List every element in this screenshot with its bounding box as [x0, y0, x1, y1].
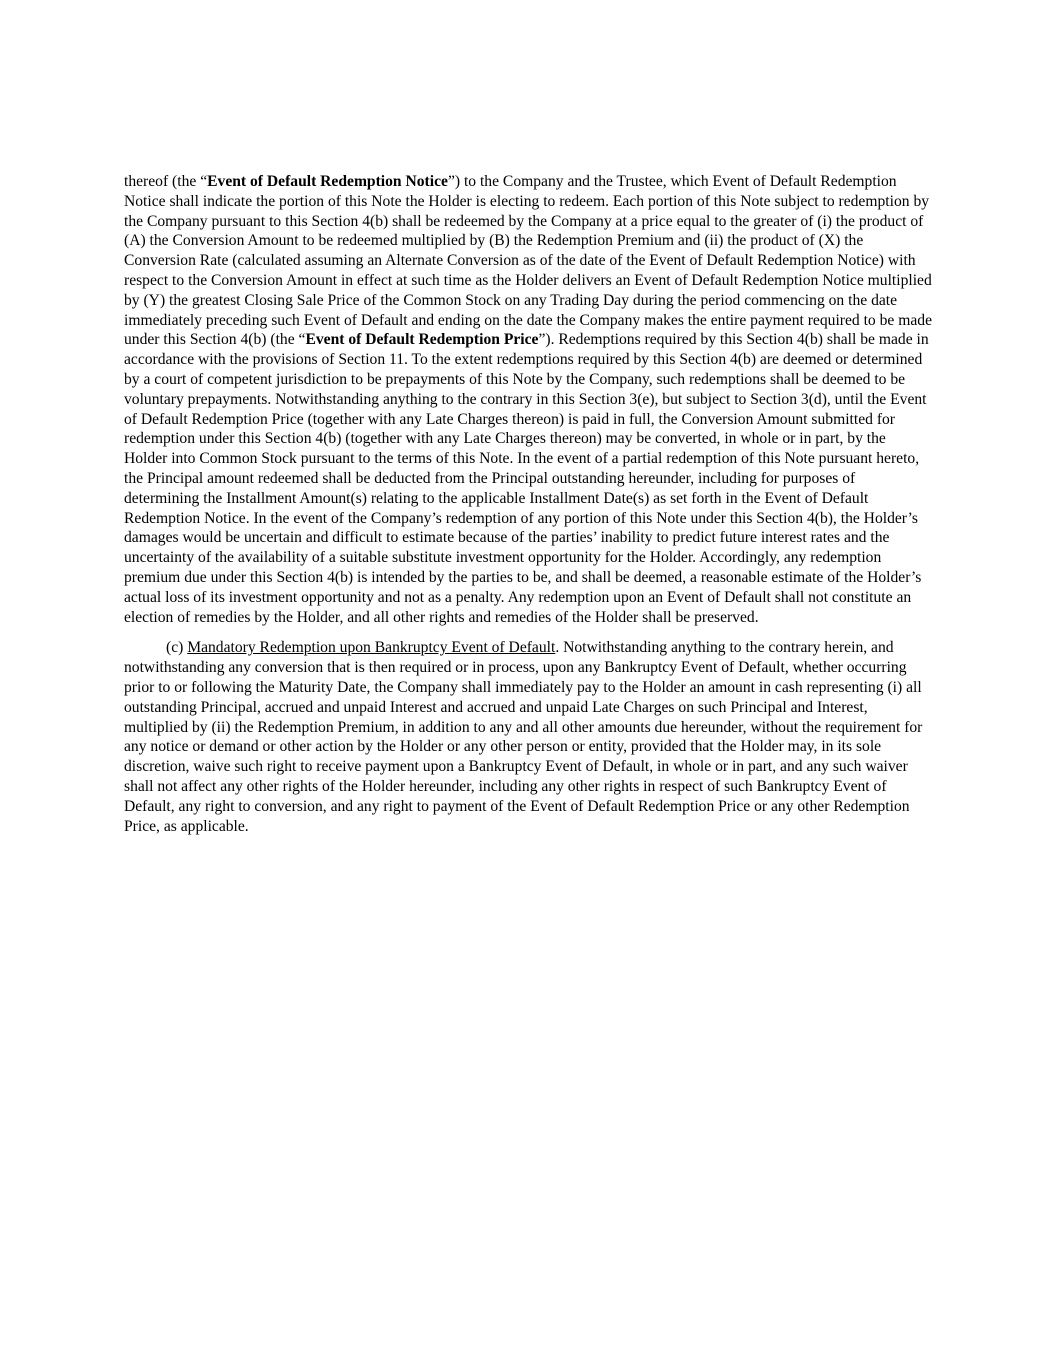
paragraph-text: thereof (the “ [124, 173, 208, 190]
section-heading: Mandatory Redemption upon Bankruptcy Event of Default [187, 639, 556, 657]
paragraph-event-of-default-redemption [124, 172, 932, 627]
paragraph-text: ”). Redemptions required by this Section 4(b) shall be made in accordance with the provisions of Section 11. To the extent redemptions required by this Section 4(b) are deemed or determined by a court of competent jurisdiction to be prepayments of this Note by the Company, such redemptions shall be deemed to be voluntary prepayments. Notwithstanding anything to the contrary in this Section 3(e), but subject to Section 3(d), until the Event of Default Redemption Price (together with any Late Charges thereon) is paid in full, the Conversion Amount submitted for redemption under this Section 4(b) (together with any Late Charges thereon) may be converted, in whole or in part, by the Holder into Common Stock pursuant to the terms of this Note. In the event of a partial redemption of this Note pursuant hereto, the Principal amount redeemed shall be deducted from the Principal outstanding hereunder, including for purposes of determining the Installment Amount(s) relating to the applicable Installment Date(s) as set forth in the Event of Default Redemption Notice. In the event of the Company’s redemption of any portion of this Note under this Section 4(b), the Holder’s damages would be uncertain and difficult to estimate because of the parties’ inability to predict future interest rates and the uncertainty of the availability of a suitable substitute investment opportunity for the Holder. Accordingly, any redemption premium due under this Section 4(b) is intended by the parties to be, and shall be deemed, a reasonable estimate of the Holder’s actual loss of its investment opportunity and not as a penalty. Any redemption upon an Event of Default shall not constitute an election of remedies by the Holder, and all other rights and remedies of the Holder shall be preserved. [124, 331, 929, 626]
paragraph-text: ”) to the Company and the Trustee, which Event of Default Redemption Notice shall indicate the portion of this Note the Holder is electing to redeem. Each portion of this Note subject to redemption by the Company pursuant to this Section 4(b) shall be redeemed by the Company at a price equal to the greater of (i) the product of (A) the Conversion Amount to be redeemed multiplied by (B) the Redemption Premium and (ii) the product of (X) the Conversion Rate (calculated assuming an Alternate Conversion as of the date of the Event of Default Redemption Notice) with respect to the Conversion Amount in effect at such time as the Holder delivers an Event of Default Redemption Notice multiplied by (Y) the greatest Closing Sale Price of the Common Stock on any Trading Day during the period commencing on the date immediately preceding such Event of Default and ending on the date the Company makes the entire payment required to be made under this Section 4(b) (the “ [124, 173, 933, 349]
document-page [124, 172, 932, 836]
defined-term-event-of-default-redemption-notice: Event of Default Redemption Notice [207, 173, 448, 190]
section-label: (c) [166, 639, 188, 657]
paragraph-mandatory-redemption [124, 638, 932, 836]
defined-term-event-of-default-redemption-price: Event of Default Redemption Price [305, 331, 539, 349]
paragraph-text: . Notwithstanding anything to the contrary herein, and notwithstanding any conversion that is then required or in process, upon any Bankruptcy Event of Default, whether occurring prior to or following the Maturity Date, the Company shall immediately pay to the Holder an amount in cash representing (i) all outstanding Principal, accrued and unpaid Interest and accrued and unpaid Late Charges on such Principal and Interest, multiplied by (ii) the Redemption Premium, in addition to any and all other amounts due hereunder, without the requirement for any notice or demand or other action by the Holder or any other person or entity, provided that the Holder may, in its sole discretion, waive such right to receive payment upon a Bankruptcy Event of Default, in whole or in part, and any such waiver shall not affect any other rights of the Holder hereunder, including any other rights in respect of such Bankruptcy Event of Default, any right to conversion, and any right to payment of the Event of Default Redemption Price or any other Redemption Price, as applicable. [124, 639, 923, 835]
